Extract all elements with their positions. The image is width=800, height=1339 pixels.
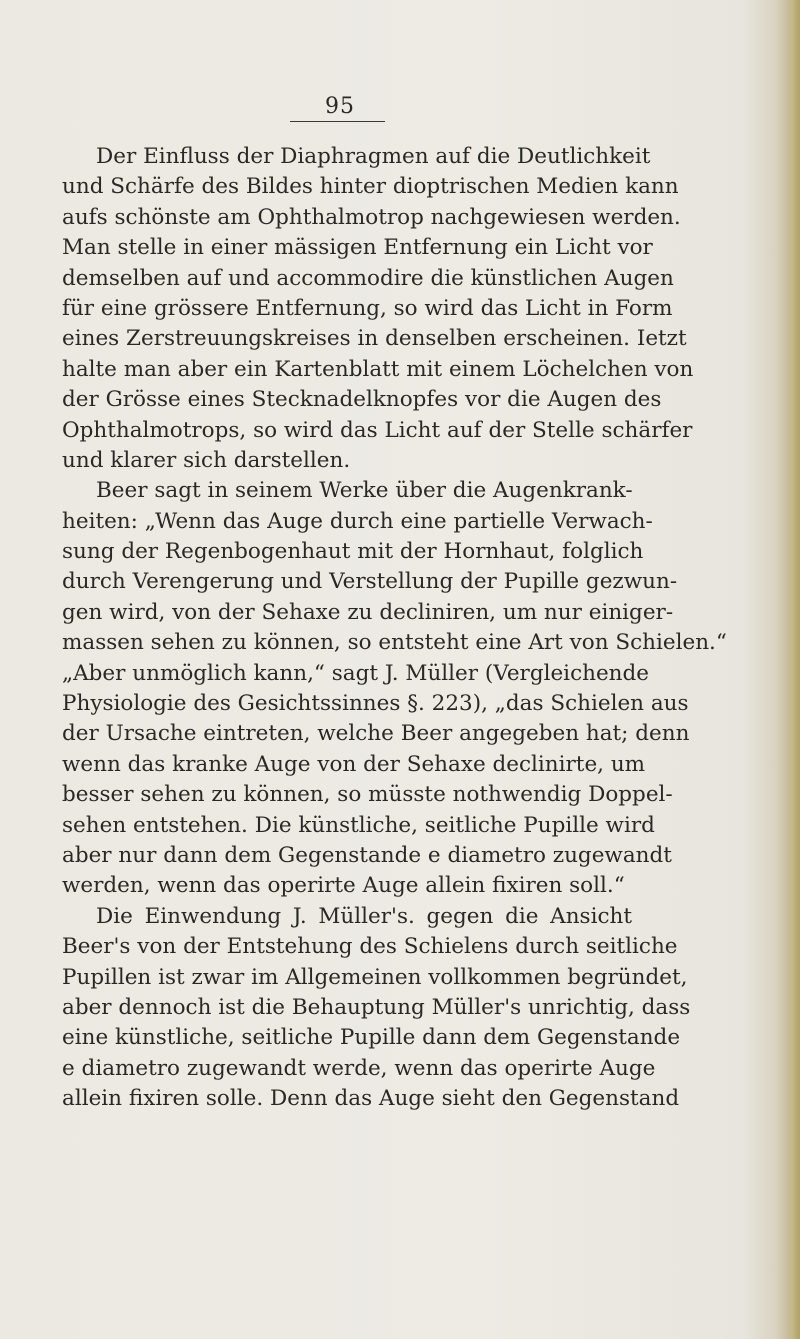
text-line: durch Verengerung und Verstellung der Pupille gezwun- (62, 569, 678, 595)
text-line: heiten: „Wenn das Auge durch eine partielle Verwach- (62, 508, 653, 534)
text-line: Ophthalmotrops, so wird das Licht auf der Stelle schärfer (62, 417, 693, 443)
text-line: e diametro zugewandt werde, wenn das operirte Auge (62, 1055, 656, 1081)
text-line: halte man aber ein Kartenblatt mit einem Löchelchen von (62, 356, 694, 382)
text-line: massen sehen zu können, so entsteht eine Art von Schielen.“ (62, 630, 727, 656)
text-line: und klarer sich darstellen. (62, 447, 351, 473)
text-line: wenn das kranke Auge von der Sehaxe declinirte, um (62, 751, 646, 777)
text-line: der Ursache eintreten, welche Beer angegeben hat; denn (62, 721, 690, 747)
text-line: Die Einwendung J. Müller's. gegen die Ansicht (96, 903, 632, 929)
page-edge (786, 0, 800, 1339)
text-line: werden, wenn das operirte Auge allein fixiren soll.“ (62, 873, 625, 899)
page-number-rule (290, 121, 385, 122)
text-line: demselben auf und accommodire die künstlichen Augen (62, 265, 674, 291)
text-line: Beer sagt in seinem Werke über die Augenkrank- (96, 478, 633, 504)
text-line: eine künstliche, seitliche Pupille dann dem Gegenstande (62, 1025, 681, 1051)
text-line: besser sehen zu können, so müsste nothwendig Doppel- (62, 782, 673, 808)
text-line: Physiologie des Gesichtssinnes §. 223), „das Schielen aus (62, 691, 689, 717)
text-line: sung der Regenbogenhaut mit der Hornhaut, folglich (62, 539, 644, 565)
body-text (62, 142, 727, 1115)
text-line: allein fixiren solle. Denn das Auge sieht den Gegenstand (62, 1086, 680, 1112)
text-line: Beer's von der Entstehung des Schielens durch seitliche (62, 934, 678, 960)
text-line: aber nur dann dem Gegenstande e diametro zugewandt (62, 842, 672, 868)
text-line: und Schärfe des Bildes hinter dioptrischen Medien kann (62, 174, 679, 200)
text-line: eines Zerstreuungskreises in denselben erscheinen. Ietzt (62, 326, 687, 352)
text-line: Der Einfluss der Diaphragmen auf die Deutlichkeit (96, 144, 651, 169)
text-line: gen wird, von der Sehaxe zu decliniren, um nur einiger- (62, 599, 674, 625)
text-line: Pupillen ist zwar im Allgemeinen vollkommen begründet, (62, 964, 688, 990)
text-line: Man stelle in einer mässigen Entfernung ein Licht vor (62, 235, 653, 261)
page-number: 95 (325, 94, 355, 119)
text-line: sehen entstehen. Die künstliche, seitliche Pupille wird (62, 812, 655, 838)
text-line: aber dennoch ist die Behauptung Müller's unrichtig, dass (62, 994, 691, 1020)
text-line: für eine grössere Entfernung, so wird das Licht in Form (62, 295, 673, 321)
text-line: „Aber unmöglich kann,“ sagt J. Müller (Vergleichende (62, 660, 650, 686)
text-line: aufs schönste am Ophthalmotrop nachgewiesen werden. (62, 204, 681, 230)
text-line: der Grösse eines Stecknadelknopfes vor die Augen des (62, 387, 662, 413)
